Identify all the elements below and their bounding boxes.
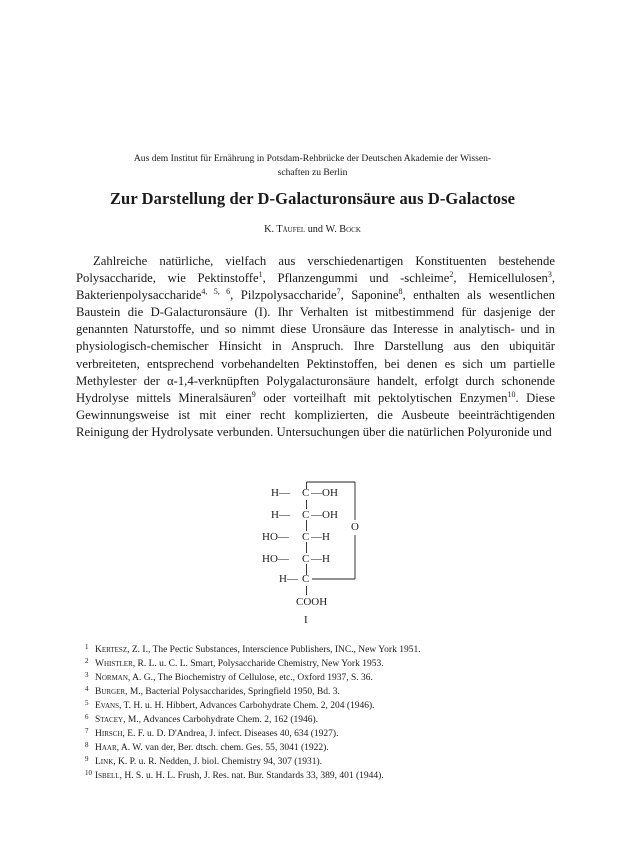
body-text-run: Zahlreiche natürliche, vielfach aus verschiedenartigen Konstituenten bestehende Polysaccharide, wie Pektinstoffe	[76, 254, 555, 286]
authors-conjunction: und	[305, 224, 326, 235]
body-text-run: , Pilzpolysaccharide	[230, 288, 337, 303]
footnote-text: , E. F. u. D. D'Andrea, J. infect. Diseases 40, 634 (1927).	[122, 729, 339, 740]
footnote-ref: 1	[258, 270, 263, 280]
formula-carbon: C	[302, 487, 310, 499]
footnote-ref: 10	[507, 389, 516, 399]
article-title: Zur Darstellung der D-Galacturonsäure aus D-Galactose	[109, 189, 516, 208]
formula-h: H—	[279, 573, 298, 585]
footnote-text: , M., Bacterial Polysaccharides, Springfield 1950, Bd. 3.	[125, 687, 340, 698]
body-text-run: , Saponine	[340, 288, 399, 303]
footnote-ref: 7	[336, 287, 341, 297]
footnote-author: Isbell	[95, 771, 120, 782]
affiliation-line-1: Aus dem Institut für Ernährung in Potsdam-Rehbrücke der Deutschen Akademie der Wissen-	[133, 153, 492, 164]
footnote-author: Norman	[95, 673, 128, 684]
formula-cooh: COOH	[296, 596, 328, 608]
footnote-text: , K. P. u. R. Nedden, J. biol. Chemistry 94, 307 (1931).	[113, 757, 322, 768]
body-text-run: , Bakterienpolysaccharide	[76, 271, 555, 303]
formula-ring-oxygen: O	[351, 521, 359, 533]
formula-carbon: C	[302, 573, 310, 585]
footnote-author: Evans	[95, 701, 119, 712]
footnote-ref: 8	[398, 287, 403, 297]
footnote-ref: 2	[449, 270, 454, 280]
footnote: $^4$ Burger, M., Bacterial Polysaccharides, Springfield 1950, Bd. 3.	[85, 685, 340, 698]
author-1: K. Täufel	[264, 224, 306, 235]
footnote-text: , A. G., The Biochemistry of Cellulose, etc., Oxford 1937, S. 36.	[127, 673, 373, 684]
footnote-author: Link	[95, 757, 114, 768]
formula-ho: HO—	[262, 553, 289, 565]
footnote: $^3$ Norman, A. G., The Biochemistry of Cellulose, etc., Oxford 1937, S. 36.	[85, 671, 373, 684]
footnote-author: Haar	[95, 743, 117, 754]
footnote: $^6$ Stacey, M., Advances Carbohydrate Chem. 2, 162 (1946).	[85, 713, 319, 726]
footnote: $^{10}$ Isbell, H. S. u. H. L. Frush, J. Res. nat. Bur. Standards 33, 389, 401 (1944).	[85, 769, 384, 782]
body-text-run: , Pflanzengummi und -schleime	[262, 271, 450, 286]
author-2: W. Bock	[325, 224, 361, 235]
body-text-run: . Diese Gewinnungsweise ist mit einer recht komplizierten, die Ausbeute beeinträchtigenden Reinigung der Hydrolysate verbunden. Untersuchungen über die natürlichen Polyuronide und	[76, 390, 556, 439]
formula-carbon: C	[302, 553, 310, 565]
footnote-author: Burger	[95, 687, 126, 698]
formula-carbon: C	[302, 531, 310, 543]
formula-label: I	[304, 614, 308, 626]
footnote: $^5$ Evans, T. H. u. H. Hibbert, Advances Carbohydrate Chem. 2, 204 (1946).	[85, 699, 375, 712]
formula-h-right: —H	[311, 531, 330, 543]
footnote-ref: 9	[251, 389, 256, 399]
formula-oh: —OH	[311, 487, 338, 499]
formula-carbon: C	[302, 509, 310, 521]
footnote: $^8$ Haar, A. W. van der, Ber. dtsch. chem. Ges. 55, 3041 (1922).	[85, 741, 329, 754]
footnote-ref: 4, 5, 6	[201, 287, 231, 297]
body-text-run: , enthalten als wesentlichen Baustein die D-Galacturonsäure (I). Ihr Verhalten ist mitbestimmend für dasjenige der genannten Naturstoffe, und so nimmt diese Uronsäure das Interesse in analytisch- und in physiologisch-chemischer Hinsicht in Anspruch. Ihre Darstellung aus den ubiquitär verbreiteten, entsprechend vorbehandelten Pektinstoffen, bei denen es sich um partielle Methylester der α-1,4-verknüpften Polygalacturonsäure handelt, erfolgt durch schonende Hydrolyse mittels Mineralsäuren	[76, 288, 556, 405]
body-text-run: , Hemicellulosen	[453, 271, 548, 286]
footnote: $^9$ Link, K. P. u. R. Nedden, J. biol. Chemistry 94, 307 (1931).	[85, 755, 322, 768]
footnote: $^1$ Kertesz, Z. I., The Pectic Substances, Interscience Publishers, INC., New York 1951.	[85, 643, 421, 655]
formula-ho: HO—	[262, 531, 289, 543]
affiliation	[75, 152, 550, 180]
footnote: $^7$ Hirsch, E. F. u. D. D'Andrea, J. infect. Diseases 40, 634 (1927).	[85, 727, 339, 740]
footnote-author: Hirsch	[95, 729, 123, 740]
footnote-text: , T. H. u. H. Hibbert, Advances Carbohydrate Chem. 2, 204 (1946).	[118, 701, 375, 712]
affiliation-line-2: schaften zu Berlin	[277, 167, 348, 178]
footnote-author: Kertesz	[95, 645, 128, 655]
footnote-author: Whistler	[95, 659, 133, 670]
footnote-text: , H. S. u. H. L. Frush, J. Res. nat. Bur. Standards 33, 389, 401 (1944).	[119, 771, 384, 782]
body-text	[76, 253, 555, 441]
footnote-text: , A. W. van der, Ber. dtsch. chem. Ges. 55, 3041 (1922).	[116, 743, 329, 754]
formula-h: H—	[271, 509, 290, 521]
footnote-author: Stacey	[95, 715, 124, 726]
footnote-text: , R. L. u. C. L. Smart, Polysaccharide Chemistry, New York 1953.	[132, 659, 384, 670]
body-paragraph	[76, 253, 555, 441]
formula-h-right: —H	[311, 553, 330, 565]
formula-h: H—	[271, 487, 290, 499]
footnote-ref: 3	[547, 270, 552, 280]
formula-oh: —OH	[311, 509, 338, 521]
footnote: $^2$ Whistler, R. L. u. C. L. Smart, Polysaccharide Chemistry, New York 1953.	[85, 657, 384, 670]
footnote-text: , Z. I., The Pectic Substances, Interscience Publishers, INC., New York 1951.	[127, 645, 421, 655]
footnotes	[85, 643, 555, 783]
footnote-text: , M., Advances Carbohydrate Chem. 2, 162 (1946).	[123, 715, 319, 726]
structural-formula	[250, 480, 390, 630]
authors	[40, 224, 585, 235]
body-text-run: oder vorteilhaft mit pektolytischen Enzymen	[255, 390, 508, 405]
